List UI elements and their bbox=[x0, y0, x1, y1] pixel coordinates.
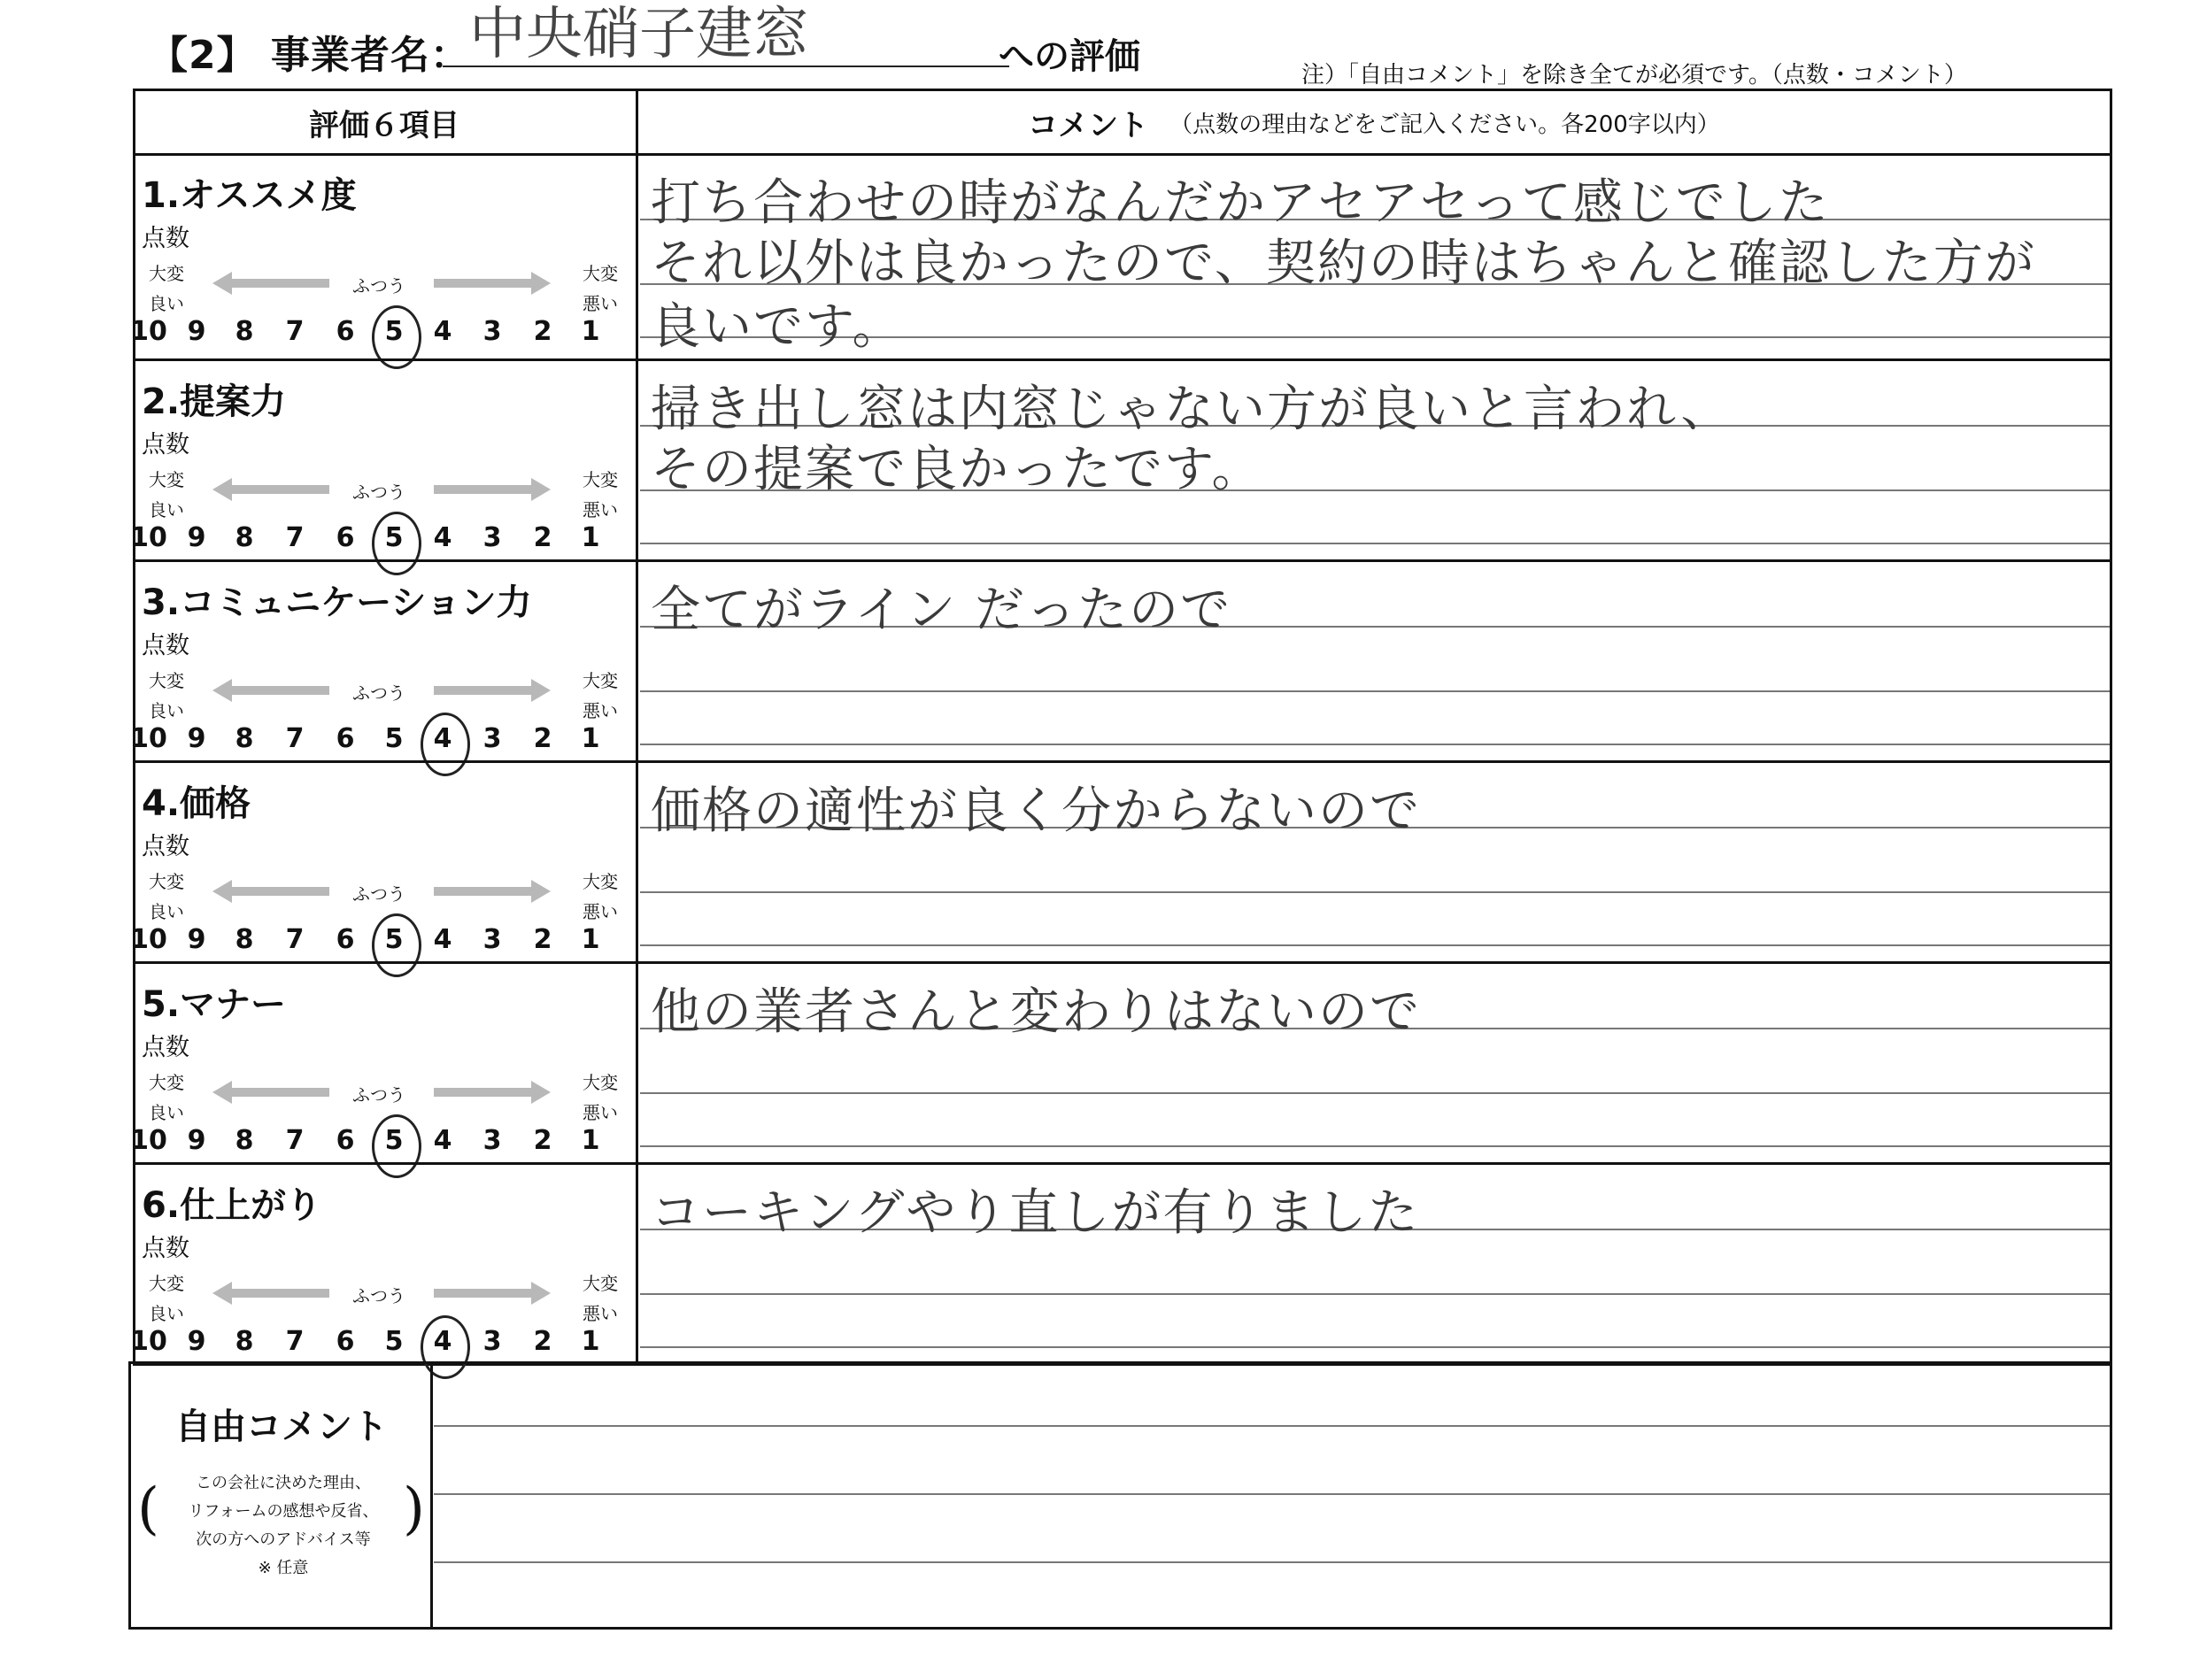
comment-line[interactable] bbox=[640, 1092, 2110, 1094]
scale-number[interactable]: 1 bbox=[581, 1125, 600, 1156]
scale-middle: ふつう bbox=[352, 883, 405, 905]
comment-line[interactable] bbox=[640, 891, 2110, 893]
scale-number[interactable]: 8 bbox=[235, 924, 254, 955]
scale-number[interactable]: 6 bbox=[336, 723, 355, 754]
free-comment-line[interactable] bbox=[434, 1425, 2110, 1427]
free-comment-close-paren: ) bbox=[403, 1476, 425, 1542]
scale-number[interactable]: 5 bbox=[384, 1326, 404, 1357]
table-header-comment bbox=[638, 91, 2110, 153]
comment-text: 全てがライン だったので bbox=[651, 582, 1232, 639]
scale-number[interactable]: 7 bbox=[285, 723, 305, 754]
free-comment-desc-line: この会社に決めた理由、 bbox=[196, 1474, 371, 1492]
scale-number[interactable]: 1 bbox=[581, 522, 600, 553]
scale-right-top: 大変 bbox=[583, 670, 618, 691]
item-title: 6.仕上がり bbox=[142, 1185, 322, 1226]
scale-number[interactable]: 6 bbox=[336, 522, 355, 553]
scale-number[interactable]: 10 bbox=[130, 924, 167, 955]
scale-left-bottom: 良い bbox=[149, 901, 184, 922]
scale-number[interactable]: 8 bbox=[235, 522, 254, 553]
scale-number[interactable]: 7 bbox=[285, 1125, 305, 1156]
scale-number[interactable]: 6 bbox=[336, 924, 355, 955]
form-title: 【2】 事業者名： bbox=[149, 33, 470, 78]
scale-number[interactable]: 3 bbox=[482, 316, 502, 347]
row-divider bbox=[133, 961, 2112, 964]
arrow-left-icon bbox=[232, 279, 329, 288]
scale-left-top: 大変 bbox=[149, 263, 184, 284]
free-comment-desc-line: ※ 任意 bbox=[258, 1559, 309, 1577]
scale-number[interactable]: 4 bbox=[433, 316, 452, 347]
scale-number[interactable]: 2 bbox=[533, 723, 552, 754]
scale-number[interactable]: 3 bbox=[482, 1326, 502, 1357]
arrow-left-icon bbox=[232, 887, 329, 896]
scale-right-top: 大変 bbox=[583, 871, 618, 892]
comment-text: それ以外は良かったので、契約の時はちゃんと確認した方が bbox=[651, 235, 2036, 292]
scale-number[interactable]: 4 bbox=[433, 924, 452, 955]
score-circle-icon bbox=[421, 713, 470, 776]
scale-middle: ふつう bbox=[352, 1084, 405, 1106]
scale-left-bottom: 良い bbox=[149, 700, 184, 721]
scale-left-top: 大変 bbox=[149, 1273, 184, 1294]
scale-number[interactable]: 2 bbox=[533, 924, 552, 955]
item-title: 5.マナー bbox=[142, 984, 287, 1025]
scale-middle: ふつう bbox=[352, 482, 405, 503]
score-circle-icon bbox=[372, 1114, 421, 1178]
scale-number[interactable]: 10 bbox=[130, 522, 167, 553]
scale-number[interactable]: 5 bbox=[384, 522, 404, 553]
comment-line[interactable] bbox=[640, 1145, 2110, 1147]
scale-number[interactable]: 1 bbox=[581, 1326, 600, 1357]
arrow-right-icon bbox=[434, 887, 531, 896]
scale-right-bottom: 悪い bbox=[583, 293, 618, 314]
comment-line[interactable] bbox=[640, 1293, 2110, 1295]
scale-right-bottom: 悪い bbox=[583, 1102, 618, 1123]
scale-left-bottom: 良い bbox=[149, 1102, 184, 1123]
scale-number[interactable]: 5 bbox=[384, 723, 404, 754]
comment-text: 他の業者さんと変わりはないので bbox=[651, 983, 1421, 1041]
scale-left-bottom: 良い bbox=[149, 1303, 184, 1324]
scale-number[interactable]: 7 bbox=[285, 1326, 305, 1357]
points-label: 点数 bbox=[142, 632, 189, 659]
scale-number[interactable]: 8 bbox=[235, 1125, 254, 1156]
scale-right-top: 大変 bbox=[583, 469, 618, 490]
scale-number[interactable]: 3 bbox=[482, 1125, 502, 1156]
scale-number[interactable]: 4 bbox=[433, 522, 452, 553]
item-title: 4.価格 bbox=[142, 783, 251, 824]
item-title: 3.コミュニケーション力 bbox=[142, 582, 532, 623]
scale-number[interactable]: 9 bbox=[187, 522, 206, 553]
scale-number[interactable]: 2 bbox=[533, 522, 552, 553]
free-comment-title: 自由コメント bbox=[175, 1406, 388, 1447]
item-title: 1.オススメ度 bbox=[142, 175, 357, 216]
row-divider bbox=[133, 1162, 2112, 1165]
points-label: 点数 bbox=[142, 1235, 189, 1262]
scale-number[interactable]: 4 bbox=[433, 1125, 452, 1156]
scale-number[interactable]: 8 bbox=[235, 723, 254, 754]
free-comment-open-paren: ( bbox=[137, 1476, 159, 1542]
scale-number[interactable]: 5 bbox=[384, 1125, 404, 1156]
score-circle-icon bbox=[372, 913, 421, 977]
scale-number[interactable]: 2 bbox=[533, 1125, 552, 1156]
scale-number[interactable]: 5 bbox=[384, 924, 404, 955]
scale-left-top: 大変 bbox=[149, 1072, 184, 1093]
arrow-right-icon bbox=[434, 1289, 531, 1298]
points-label: 点数 bbox=[142, 225, 189, 252]
scale-number[interactable]: 3 bbox=[482, 924, 502, 955]
form-title-suffix: への評価 bbox=[999, 36, 1140, 77]
table-header-comment-sub: （点数の理由などをご記入ください。各200字以内） bbox=[1169, 111, 1720, 138]
scale-middle: ふつう bbox=[352, 275, 405, 297]
comment-text: 掃き出し窓は内窓じゃない方が良いと言われ、 bbox=[651, 381, 1733, 438]
comment-text: コーキングやり直しが有りました bbox=[651, 1184, 1420, 1242]
scale-right-top: 大変 bbox=[583, 263, 618, 284]
free-comment-desc-line: リフォームの感想や反省、 bbox=[188, 1502, 379, 1521]
comment-text: その提案で良かったです。 bbox=[651, 441, 1263, 498]
scale-number[interactable]: 7 bbox=[285, 316, 305, 347]
scale-number[interactable]: 10 bbox=[130, 316, 167, 347]
free-comment-desc-line: 次の方へのアドバイス等 bbox=[196, 1530, 371, 1549]
comment-line[interactable] bbox=[640, 690, 2110, 692]
scale-left-top: 大変 bbox=[149, 871, 184, 892]
points-label: 点数 bbox=[142, 431, 189, 459]
scale-number[interactable]: 9 bbox=[187, 723, 206, 754]
scale-left-top: 大変 bbox=[149, 670, 184, 691]
scale-number[interactable]: 1 bbox=[581, 316, 600, 347]
scale-left-bottom: 良い bbox=[149, 293, 184, 314]
comment-line[interactable] bbox=[640, 543, 2110, 544]
scale-number[interactable]: 3 bbox=[482, 522, 502, 553]
scale-number[interactable]: 8 bbox=[235, 316, 254, 347]
scale-number[interactable]: 6 bbox=[336, 1326, 355, 1357]
arrow-right-icon bbox=[434, 485, 531, 494]
scale-number[interactable]: 2 bbox=[533, 1326, 552, 1357]
arrow-left-icon bbox=[232, 485, 329, 494]
scale-left-top: 大変 bbox=[149, 469, 184, 490]
table-header-items: 評価６項目 bbox=[309, 107, 459, 143]
scale-number[interactable]: 9 bbox=[187, 316, 206, 347]
scale-number[interactable]: 9 bbox=[187, 1125, 206, 1156]
arrow-left-icon bbox=[232, 1088, 329, 1097]
free-comment-line[interactable] bbox=[434, 1493, 2110, 1495]
company-name-field[interactable]: 中央硝子建窓 bbox=[443, 5, 1009, 67]
column-divider bbox=[636, 89, 638, 1363]
scale-number[interactable]: 6 bbox=[336, 316, 355, 347]
item-title: 2.提案力 bbox=[142, 381, 287, 422]
scale-right-bottom: 悪い bbox=[583, 700, 618, 721]
scale-right-bottom: 悪い bbox=[583, 1303, 618, 1324]
required-note: 注）「自由コメント」を除き全てが必須です。（点数・コメント） bbox=[1301, 62, 1967, 89]
header-divider bbox=[133, 153, 2112, 156]
scale-middle: ふつう bbox=[352, 1285, 405, 1306]
scale-number[interactable]: 1 bbox=[581, 723, 600, 754]
scale-number[interactable]: 10 bbox=[130, 723, 167, 754]
comment-text: 打ち合わせの時がなんだかアセアセって感じでした bbox=[651, 174, 1830, 232]
free-comment-description bbox=[173, 1469, 394, 1583]
scale-number[interactable]: 10 bbox=[130, 1125, 167, 1156]
points-label: 点数 bbox=[142, 833, 189, 860]
scale-right-top: 大変 bbox=[583, 1273, 618, 1294]
scale-number[interactable]: 3 bbox=[482, 723, 502, 754]
scale-number[interactable]: 4 bbox=[433, 1326, 452, 1357]
scale-number[interactable]: 8 bbox=[235, 1326, 254, 1357]
scale-number[interactable]: 9 bbox=[187, 1326, 206, 1357]
row-divider bbox=[133, 760, 2112, 763]
scale-right-top: 大変 bbox=[583, 1072, 618, 1093]
free-comment-line[interactable] bbox=[434, 1561, 2110, 1563]
scale-number[interactable]: 7 bbox=[285, 522, 305, 553]
comment-line[interactable] bbox=[640, 944, 2110, 946]
scale-left-bottom: 良い bbox=[149, 499, 184, 520]
scale-number[interactable]: 1 bbox=[581, 924, 600, 955]
scale-right-bottom: 悪い bbox=[583, 901, 618, 922]
table-header-comment-main: コメント bbox=[1028, 107, 1149, 143]
scale-number[interactable]: 10 bbox=[130, 1326, 167, 1357]
scale-number[interactable]: 9 bbox=[187, 924, 206, 955]
points-label: 点数 bbox=[142, 1034, 189, 1061]
row-divider bbox=[133, 358, 2112, 361]
scale-number[interactable]: 4 bbox=[433, 723, 452, 754]
scale-number[interactable]: 6 bbox=[336, 1125, 355, 1156]
row-divider bbox=[133, 559, 2112, 562]
arrow-right-icon bbox=[434, 686, 531, 695]
comment-line[interactable] bbox=[640, 1346, 2110, 1348]
scale-number[interactable]: 7 bbox=[285, 924, 305, 955]
arrow-left-icon bbox=[232, 686, 329, 695]
arrow-left-icon bbox=[232, 1289, 329, 1298]
comment-text: 価格の適性が良く分からないので bbox=[651, 782, 1421, 840]
scale-right-bottom: 悪い bbox=[583, 499, 618, 520]
comment-text: 良いです。 bbox=[651, 298, 904, 356]
score-circle-icon bbox=[372, 512, 421, 575]
scale-middle: ふつう bbox=[352, 682, 405, 704]
scale-number[interactable]: 5 bbox=[384, 316, 404, 347]
arrow-right-icon bbox=[434, 279, 531, 288]
scale-number[interactable]: 2 bbox=[533, 316, 552, 347]
comment-line[interactable] bbox=[640, 744, 2110, 745]
arrow-right-icon bbox=[434, 1088, 531, 1097]
